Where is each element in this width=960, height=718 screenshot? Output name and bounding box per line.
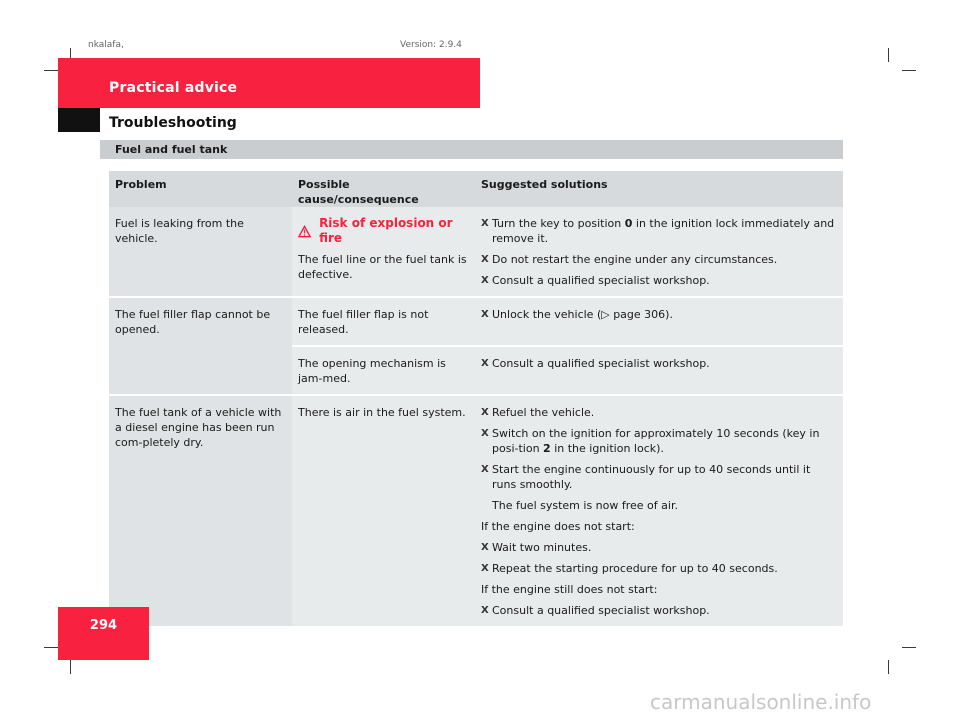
- table-row: [109, 396, 843, 628]
- column-header-cause: Possible cause/consequence: [292, 171, 475, 207]
- condition-text: If the engine does not start:: [481, 520, 635, 533]
- arrow-icon: X: [481, 605, 489, 616]
- page-number: 294: [89, 618, 118, 633]
- column-header-problem: Problem: [109, 171, 292, 207]
- solution-step: X Turn the key to position 0 in the ignition lock immediately and remove it.: [481, 217, 835, 245]
- page-number-band: [58, 607, 149, 660]
- solution-step: X Consult a qualified specialist workshop.: [481, 357, 710, 370]
- warning-line: [298, 216, 469, 246]
- solution-step: X Repeat the starting procedure for up to 40 seconds.: [481, 562, 778, 575]
- problem-cell: Fuel is leaking from the vehicle.: [109, 207, 292, 298]
- cause-cell: The fuel filler flap is not released.: [292, 298, 475, 347]
- arrow-icon: X: [481, 275, 489, 286]
- result-note: The fuel system is now free of air.: [492, 499, 678, 512]
- solution-cell: [475, 347, 843, 396]
- crop-mark: [44, 70, 58, 71]
- solution-step: X Unlock the vehicle (▷ page 306).: [481, 308, 673, 321]
- crop-mark: [902, 70, 916, 71]
- warning-text: Risk of explosion or fire: [319, 216, 453, 245]
- fuel-table: [109, 171, 843, 628]
- watermark-text: carmanualsonline.info: [650, 690, 872, 714]
- solution-step: X Wait two minutes.: [481, 541, 592, 554]
- cause-cell: There is air in the fuel system.: [292, 396, 475, 628]
- arrow-icon: X: [481, 218, 489, 229]
- cause-cell: [292, 207, 475, 298]
- header-tab: [58, 108, 100, 132]
- solution-cell: [475, 396, 843, 628]
- problem-cell: The fuel filler flap cannot be opened.: [109, 298, 292, 396]
- cause-text: The fuel line or the fuel tank is defective.: [298, 253, 467, 281]
- cause-cell: The opening mechanism is jam-med.: [292, 347, 475, 396]
- table-header-row: [109, 171, 843, 207]
- print-mark-right: Version: 2.9.4: [400, 40, 462, 50]
- solution-step: X Refuel the vehicle.: [481, 406, 595, 419]
- solution-cell: [475, 207, 843, 298]
- problem-cell: The fuel tank of a vehicle with a diesel engine has been run com-pletely dry.: [109, 396, 292, 628]
- crop-mark: [888, 660, 889, 674]
- arrow-icon: X: [481, 563, 489, 574]
- table-row: [109, 207, 843, 298]
- warning-triangle-icon: [298, 225, 311, 238]
- crop-mark: [70, 660, 71, 674]
- arrow-icon: X: [481, 407, 489, 418]
- arrow-icon: X: [481, 254, 489, 265]
- arrow-icon: X: [481, 309, 489, 320]
- crop-mark: [902, 647, 916, 648]
- condition-text: If the engine still does not start:: [481, 583, 658, 596]
- arrow-icon: X: [481, 464, 489, 475]
- column-header-solutions: Suggested solutions: [475, 171, 843, 207]
- solution-step: X Consult a qualified specialist workshop.: [481, 274, 710, 287]
- solution-cell: [475, 298, 843, 347]
- solution-step: X Do not restart the engine under any circumstances.: [481, 253, 778, 266]
- solution-step: X Consult a qualified specialist workshop.: [481, 604, 710, 617]
- crop-mark: [888, 48, 889, 62]
- section-title: Practical advice: [109, 80, 238, 96]
- table-row: [109, 298, 843, 347]
- subsection-title: Troubleshooting: [109, 115, 237, 131]
- solution-step: X Switch on the ignition for approximately 10 seconds (key in posi-tion 2 in the ignition lock).: [481, 427, 820, 455]
- print-mark-left: nkalafa,: [88, 40, 124, 50]
- solution-step: X Start the engine continuously for up to 40 seconds until it runs smoothly.: [481, 463, 811, 491]
- arrow-icon: X: [481, 358, 489, 369]
- crop-mark: [44, 647, 58, 648]
- arrow-icon: X: [481, 428, 489, 439]
- table-title: Fuel and fuel tank: [100, 140, 843, 159]
- arrow-icon: X: [481, 542, 489, 553]
